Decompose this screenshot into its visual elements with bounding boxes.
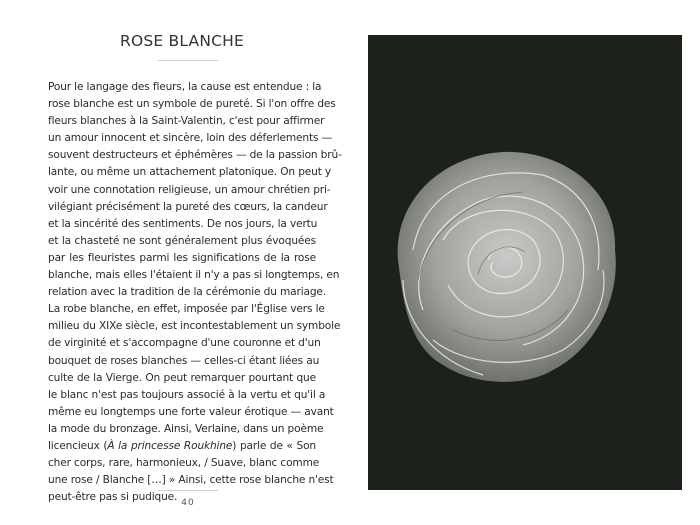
text-line: un amour innocent et sincère, loin des déferlements — <box>48 132 333 145</box>
text-line: de virginité et s'accompagne d'une couronne et d'un <box>48 337 321 350</box>
text-line: relation avec la tradition de la cérémonie du mariage. <box>48 286 326 299</box>
text-line: lante, ou même un attachement platonique. On peut y <box>48 166 332 179</box>
text-line: cher corps, rare, harmonieux, / Suave, blanc comme <box>48 457 320 470</box>
body-text <box>48 79 342 506</box>
text-line: rose blanche est un symbole de pureté. Si l'on offre des <box>48 98 336 111</box>
text-line: et la sincérité des sentiments. De nos jours, la vertu <box>48 217 318 230</box>
page-number: 40 <box>181 498 195 508</box>
white-rose-drawing <box>368 35 682 490</box>
footer-divider <box>158 490 218 491</box>
rose-illustration <box>368 35 682 490</box>
text-line: même eu longtemps une forte valeur érotique — avant <box>48 405 334 418</box>
text-line: culte de la Vierge. On peut remarquer pourtant que <box>48 371 316 384</box>
text-line: Pour le langage des fleurs, la cause est entendue : la <box>48 81 322 93</box>
text-segment: licencieux ( <box>48 439 108 452</box>
text-line: blanche, mais elles l'étaient il n'y a pas si longtemps, en <box>48 269 340 282</box>
title-divider <box>158 60 218 61</box>
text-line: milieu du XIXe siècle, est incontestablement un symbole <box>48 320 341 333</box>
text-line: par les fleuristes parmi les significations de la rose <box>48 251 316 264</box>
poem-title: À la princesse Roukhine <box>107 439 233 452</box>
text-line: et la chasteté ne sont généralement plus évoquées <box>48 234 316 247</box>
text-line: une rose / Blanche […] » Ainsi, cette rose blanche n'est <box>48 474 334 487</box>
text-line: peut-être pas si pudique. <box>48 491 178 504</box>
page-title: ROSE BLANCHE <box>119 32 245 50</box>
text-line: souvent destructeurs et éphémères — de la passion brû- <box>48 149 342 162</box>
text-line <box>48 438 316 455</box>
text-line: le blanc n'est pas toujours associé à la vertu et qu'il a <box>48 388 326 401</box>
text-line: bouquet de roses blanches — celles-ci étant liées au <box>48 354 320 367</box>
text-line: fleurs blanches à la Saint-Valentin, c'est pour affirmer <box>48 115 325 128</box>
text-line: La robe blanche, en effet, imposée par l'Église vers le <box>48 303 325 316</box>
text-line: voir une connotation religieuse, un amour chrétien pri- <box>48 183 331 196</box>
text-segment: ) parle de « Son <box>232 439 316 452</box>
text-line: la mode du bronzage. Ainsi, Verlaine, dans un poème <box>48 422 324 435</box>
rose-icon <box>398 152 616 382</box>
text-line: vilégiant précisément la pureté des cœurs, la candeur <box>48 200 328 213</box>
